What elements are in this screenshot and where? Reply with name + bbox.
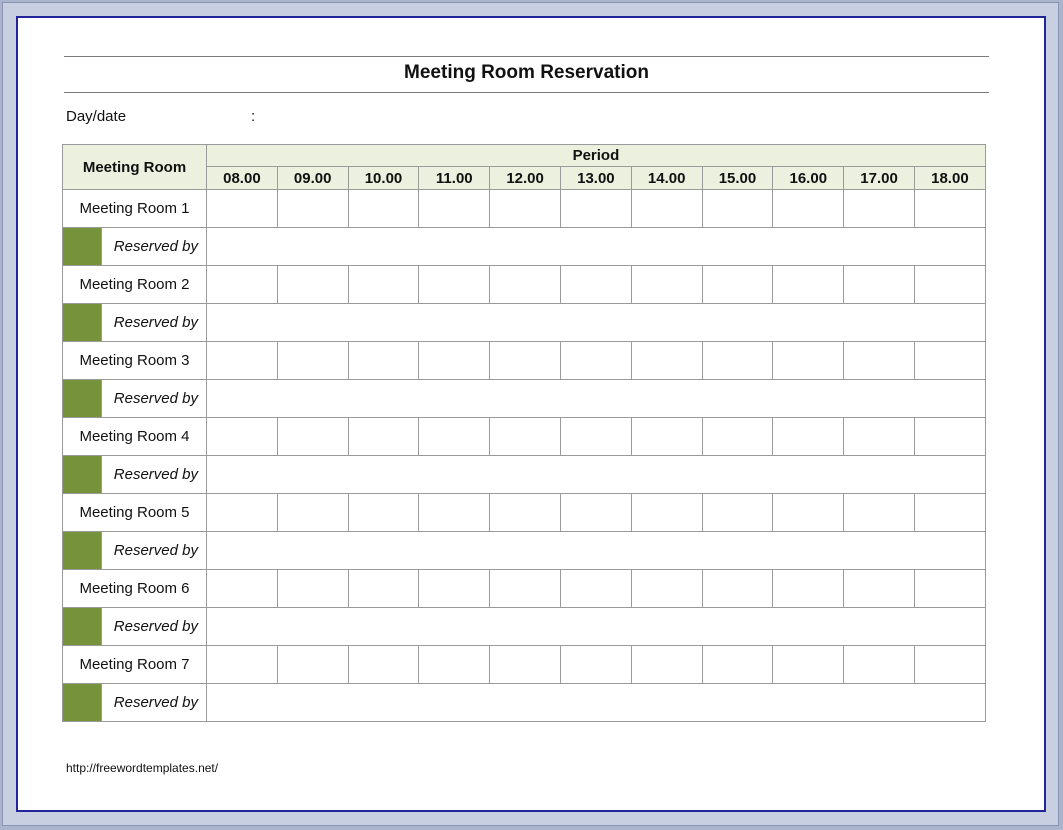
time-slot-cell[interactable] (419, 190, 490, 228)
time-slot-cell[interactable] (844, 342, 915, 380)
date-separator: : (251, 108, 256, 125)
reserved-row (63, 684, 986, 722)
time-slot-cell[interactable] (207, 266, 278, 304)
time-slot-cell[interactable] (348, 646, 419, 684)
time-slot-cell[interactable] (914, 494, 985, 532)
time-slot-cell[interactable] (773, 494, 844, 532)
time-header-cell: 17.00 (844, 167, 915, 190)
time-slot-cell[interactable] (560, 570, 631, 608)
reserved-row (63, 608, 986, 646)
footer-url: http://freewordtemplates.net/ (66, 761, 219, 775)
room-name: Meeting Room 2 (63, 266, 207, 304)
room-name: Meeting Room 4 (63, 418, 207, 456)
time-header-cell: 16.00 (773, 167, 844, 190)
time-slot-cell[interactable] (207, 190, 278, 228)
time-slot-cell[interactable] (631, 646, 702, 684)
time-slot-cell[interactable] (419, 570, 490, 608)
reserved-by-field[interactable] (207, 228, 986, 266)
time-slot-cell[interactable] (277, 418, 348, 456)
time-slot-cell[interactable] (631, 418, 702, 456)
time-slot-cell[interactable] (490, 494, 561, 532)
time-slot-cell[interactable] (207, 646, 278, 684)
time-slot-cell[interactable] (702, 418, 773, 456)
room-name: Meeting Room 6 (63, 570, 207, 608)
time-slot-cell[interactable] (773, 266, 844, 304)
time-slot-cell[interactable] (277, 570, 348, 608)
time-slot-cell[interactable] (702, 570, 773, 608)
reserved-by-field[interactable] (207, 608, 986, 646)
room-row (63, 570, 986, 608)
room-row (63, 494, 986, 532)
time-slot-cell[interactable] (277, 342, 348, 380)
reserved-by-field[interactable] (207, 380, 986, 418)
time-slot-cell[interactable] (207, 342, 278, 380)
time-slot-cell[interactable] (844, 418, 915, 456)
reserved-by-label: Reserved by (102, 608, 207, 646)
time-slot-cell[interactable] (348, 342, 419, 380)
reservation-table (62, 144, 986, 722)
room-rows (63, 190, 986, 722)
time-slot-cell[interactable] (914, 646, 985, 684)
time-slot-cell[interactable] (560, 190, 631, 228)
time-header-cell: 10.00 (348, 167, 419, 190)
time-slot-cell[interactable] (207, 494, 278, 532)
time-slot-cell[interactable] (348, 266, 419, 304)
time-slot-cell[interactable] (490, 418, 561, 456)
room-color-swatch (63, 608, 102, 646)
time-slot-cell[interactable] (277, 190, 348, 228)
reserved-by-field[interactable] (207, 304, 986, 342)
time-header-cell: 08.00 (207, 167, 278, 190)
time-slot-cell[interactable] (914, 342, 985, 380)
time-slot-cell[interactable] (773, 570, 844, 608)
time-slot-cell[interactable] (348, 418, 419, 456)
time-slot-cell[interactable] (773, 418, 844, 456)
reserved-by-label: Reserved by (102, 228, 207, 266)
time-slot-cell[interactable] (419, 494, 490, 532)
room-color-swatch (63, 304, 102, 342)
time-slot-cell[interactable] (702, 190, 773, 228)
time-slot-cell[interactable] (419, 418, 490, 456)
time-slot-cell[interactable] (348, 190, 419, 228)
reserved-by-label: Reserved by (102, 380, 207, 418)
reserved-by-field[interactable] (207, 684, 986, 722)
time-slot-cell[interactable] (277, 494, 348, 532)
reserved-by-field[interactable] (207, 456, 986, 494)
time-slot-cell[interactable] (631, 266, 702, 304)
time-slot-cell[interactable] (207, 570, 278, 608)
room-row (63, 418, 986, 456)
time-header-cell: 12.00 (490, 167, 561, 190)
room-row (63, 342, 986, 380)
time-header-cell: 11.00 (419, 167, 490, 190)
room-color-swatch (63, 532, 102, 570)
room-color-swatch (63, 228, 102, 266)
time-slot-cell[interactable] (631, 190, 702, 228)
time-header-cell: 15.00 (702, 167, 773, 190)
time-slot-cell[interactable] (560, 494, 631, 532)
time-slot-cell[interactable] (773, 190, 844, 228)
time-slot-cell[interactable] (490, 266, 561, 304)
time-slot-cell[interactable] (490, 570, 561, 608)
reserved-row (63, 532, 986, 570)
page-title: Meeting Room Reservation (404, 62, 649, 83)
reserved-by-label: Reserved by (102, 304, 207, 342)
reserved-row (63, 304, 986, 342)
time-header-cell: 18.00 (914, 167, 985, 190)
time-slot-cell[interactable] (914, 266, 985, 304)
time-slot-cell[interactable] (631, 494, 702, 532)
time-slot-cell[interactable] (560, 342, 631, 380)
time-slot-cell[interactable] (348, 494, 419, 532)
reserved-row (63, 380, 986, 418)
reserved-by-label: Reserved by (102, 532, 207, 570)
time-slot-cell[interactable] (631, 342, 702, 380)
time-slot-cell[interactable] (844, 646, 915, 684)
time-slot-cell[interactable] (631, 570, 702, 608)
time-slot-cell[interactable] (560, 266, 631, 304)
time-slot-cell[interactable] (702, 342, 773, 380)
room-name: Meeting Room 3 (63, 342, 207, 380)
time-slot-cell[interactable] (560, 646, 631, 684)
room-row (63, 646, 986, 684)
reserved-by-field[interactable] (207, 532, 986, 570)
time-slot-cell[interactable] (207, 418, 278, 456)
time-slot-cell[interactable] (490, 646, 561, 684)
room-name: Meeting Room 5 (63, 494, 207, 532)
reserved-by-label: Reserved by (102, 684, 207, 722)
room-name: Meeting Room 7 (63, 646, 207, 684)
time-slot-cell[interactable] (348, 570, 419, 608)
time-slot-cell[interactable] (419, 646, 490, 684)
time-slot-cell[interactable] (702, 494, 773, 532)
time-header-cell: 13.00 (560, 167, 631, 190)
period-header: Period (207, 145, 986, 167)
time-slot-cell[interactable] (844, 266, 915, 304)
time-slot-cell[interactable] (702, 266, 773, 304)
time-slot-cell[interactable] (844, 494, 915, 532)
room-name: Meeting Room 1 (63, 190, 207, 228)
time-slot-cell[interactable] (844, 190, 915, 228)
time-slot-cell[interactable] (773, 342, 844, 380)
room-color-swatch (63, 456, 102, 494)
room-color-swatch (63, 380, 102, 418)
time-slot-cell[interactable] (914, 570, 985, 608)
time-slot-cell[interactable] (490, 190, 561, 228)
date-label: Day/date (66, 108, 127, 125)
time-slot-cell[interactable] (914, 190, 985, 228)
room-row (63, 266, 986, 304)
time-slot-cell[interactable] (277, 646, 348, 684)
reserved-row (63, 456, 986, 494)
room-column-header: Meeting Room (63, 145, 207, 190)
room-color-swatch (63, 684, 102, 722)
time-slot-cell[interactable] (773, 646, 844, 684)
time-header-cell: 14.00 (631, 167, 702, 190)
reserved-by-label: Reserved by (102, 456, 207, 494)
time-slot-cell[interactable] (844, 570, 915, 608)
title-rule-top (64, 56, 989, 57)
reserved-row (63, 228, 986, 266)
time-header-cell: 09.00 (277, 167, 348, 190)
time-slot-cell[interactable] (419, 342, 490, 380)
time-slot-cell[interactable] (702, 646, 773, 684)
room-row (63, 190, 986, 228)
time-slot-cell[interactable] (914, 418, 985, 456)
time-slot-cell[interactable] (277, 266, 348, 304)
time-slot-cell[interactable] (490, 342, 561, 380)
time-slot-cell[interactable] (419, 266, 490, 304)
time-slot-cell[interactable] (560, 418, 631, 456)
title-rule-bottom (64, 92, 989, 93)
